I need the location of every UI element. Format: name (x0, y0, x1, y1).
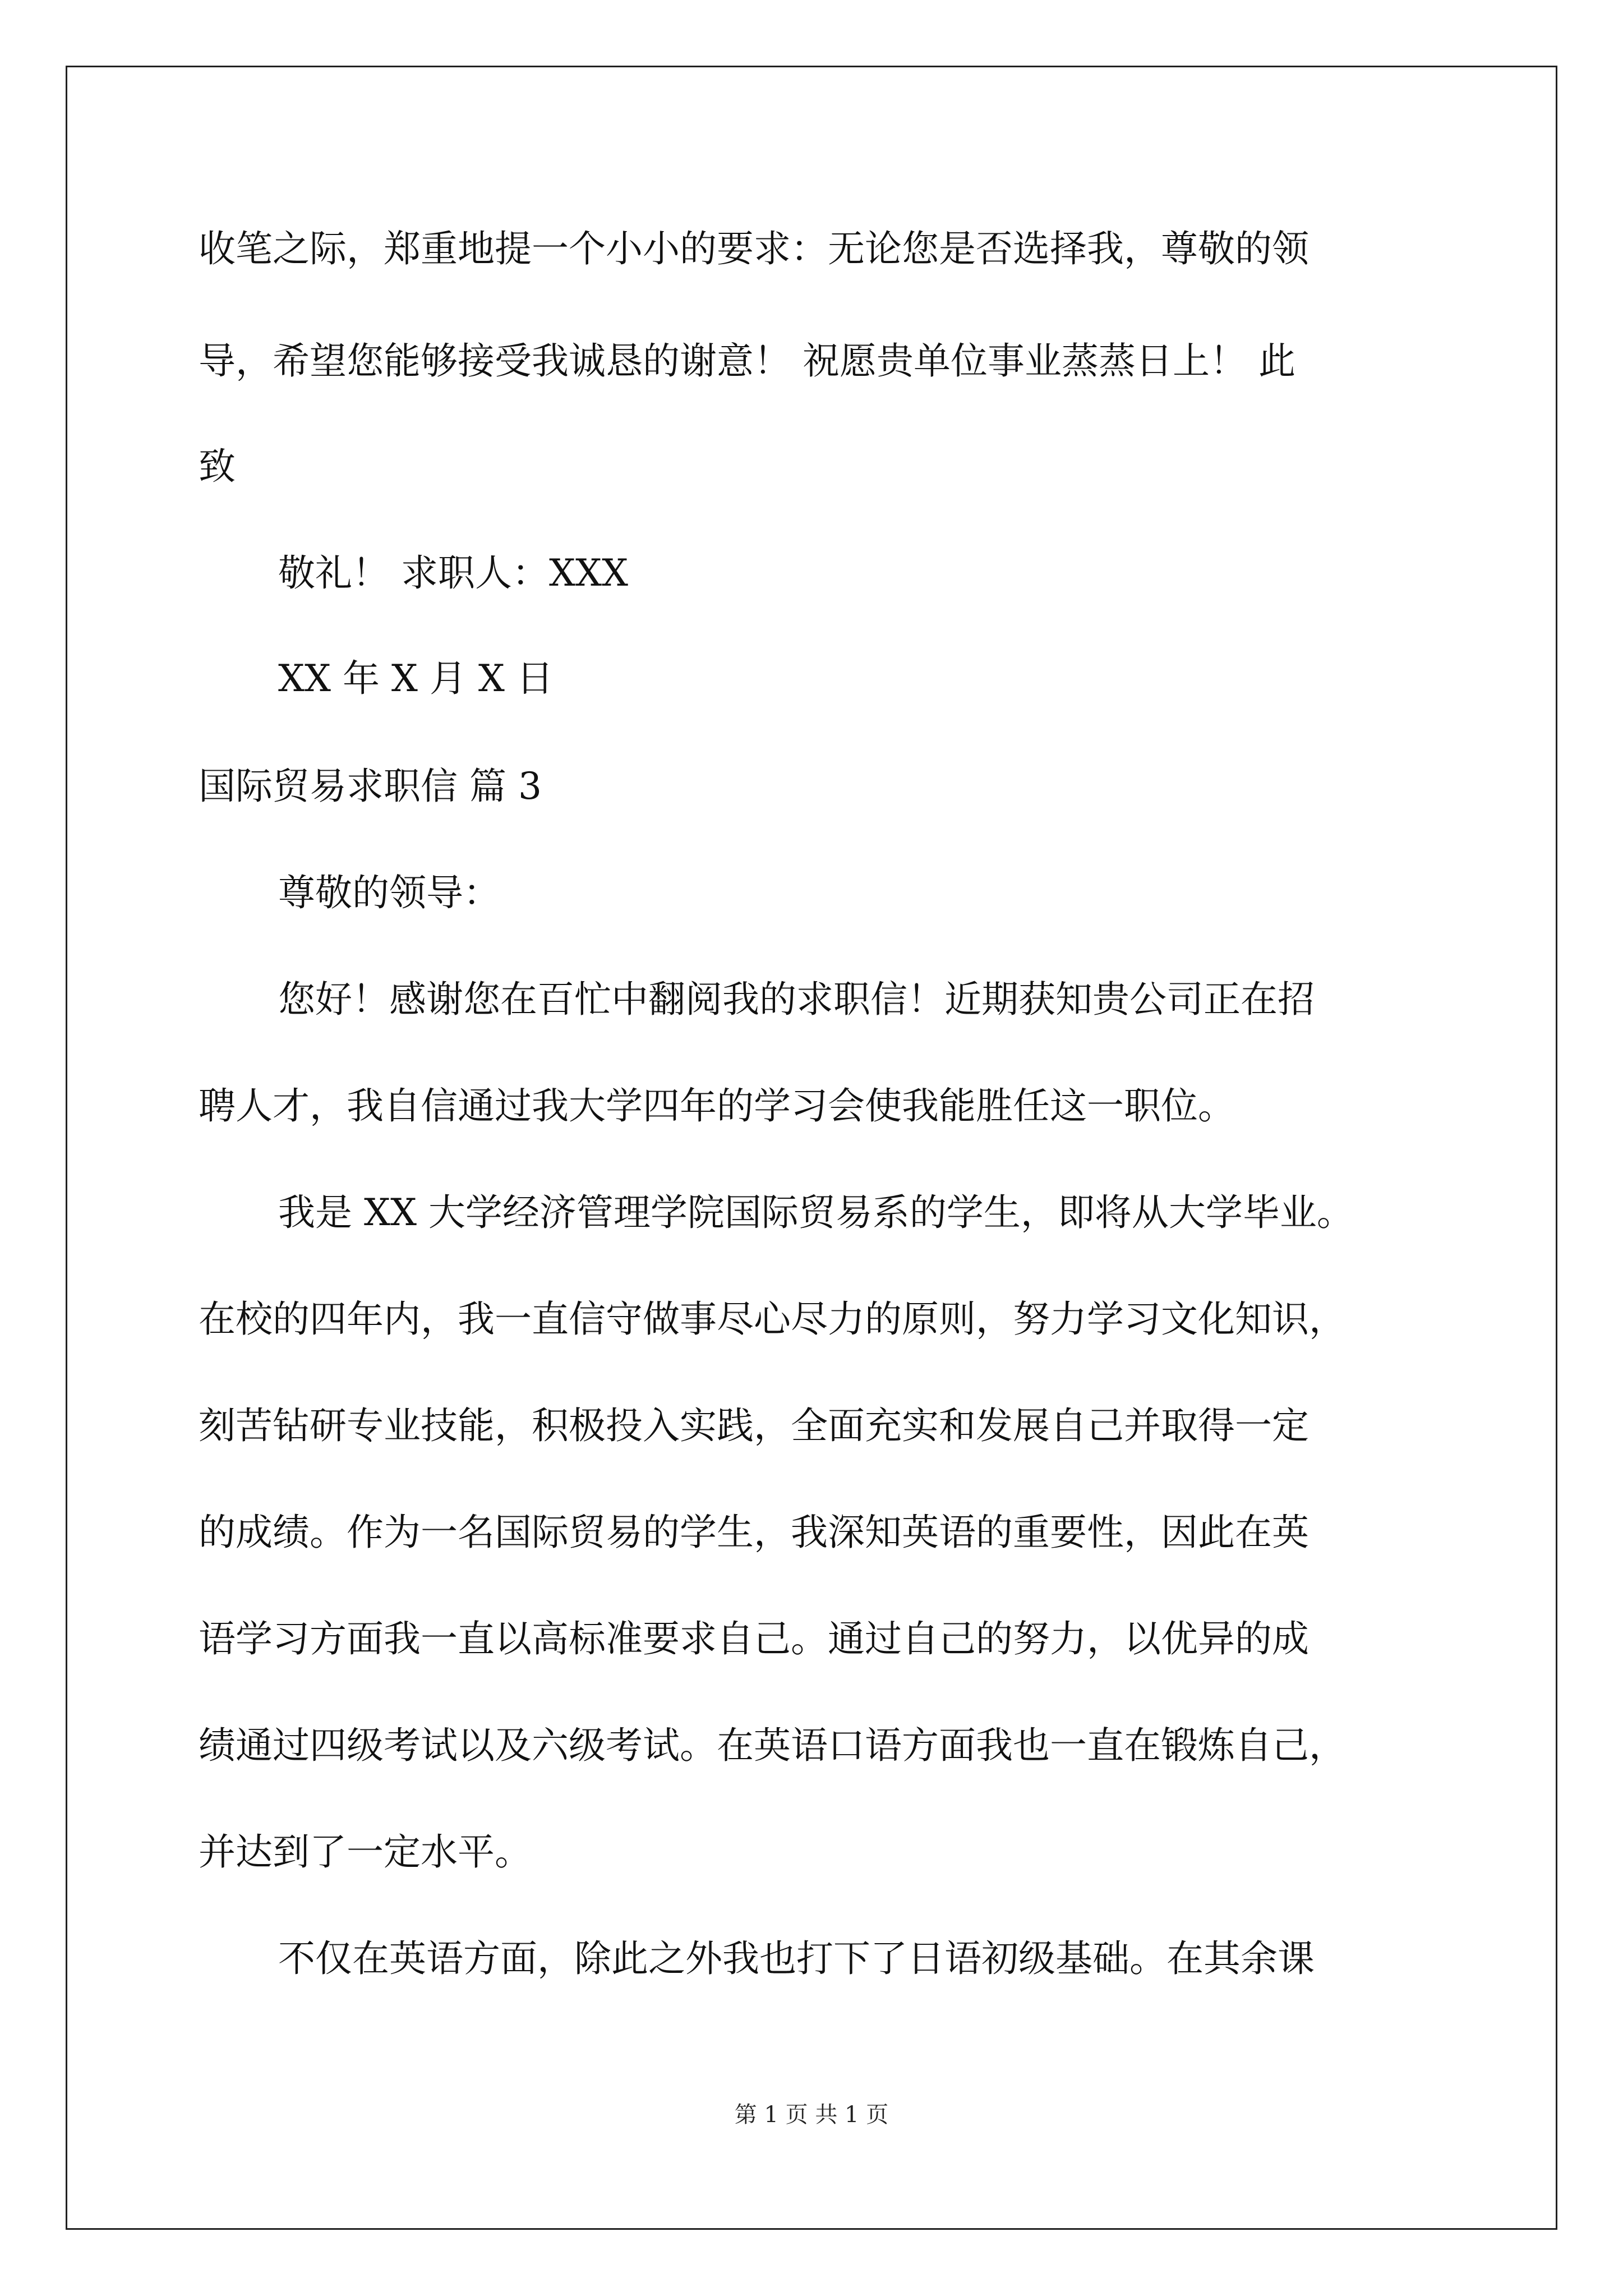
text-line: 致 (199, 445, 236, 488)
text-line: 的成绩。作为一名国际贸易的学生，我深知英语的重要性，因此在英 (199, 1511, 1309, 1554)
text-line: 并达到了一定水平。 (199, 1830, 532, 1874)
text-line: 在校的四年内，我一直信守做事尽心尽力的原则，努力学习文化知识， (199, 1297, 1346, 1341)
text-line: 导，希望您能够接受我诚恳的谢意！ 祝愿贵单位事业蒸蒸日上！ 此 (199, 339, 1295, 383)
section-heading: 国际贸易求职信 篇 3 (199, 765, 542, 808)
text-line: 刻苦钻研专业技能，积极投入实践，全面充实和发展自己并取得一定 (199, 1404, 1309, 1447)
greeting: 尊敬的领导： (278, 871, 500, 914)
text-line: 收笔之际，郑重地提一个小小的要求：无论您是否选择我，尊敬的领 (199, 227, 1309, 270)
closing-salutation: 敬礼！ 求职人：XXX (278, 551, 628, 595)
text-line: 聘人才，我自信通过我大学四年的学习会使我能胜任这一职位。 (199, 1084, 1235, 1128)
text-line: 我是 XX 大学经济管理学院国际贸易系的学生，即将从大学毕业。 (278, 1191, 1354, 1234)
date-line: XX 年 X 月 X 日 (278, 657, 554, 700)
text-line: 语学习方面我一直以高标准要求自己。通过自己的努力，以优异的成 (199, 1617, 1309, 1660)
text-line: 绩通过四级考试以及六级考试。在英语口语方面我也一直在锻炼自己， (199, 1724, 1346, 1767)
text-line: 不仅在英语方面，除此之外我也打下了日语初级基础。在其余课 (278, 1937, 1315, 1980)
page-border (66, 66, 1557, 2230)
page-footer: 第 1 页 共 1 页 (734, 2102, 889, 2128)
text-line: 您好！感谢您在百忙中翻阅我的求职信！近期获知贵公司正在招 (278, 978, 1315, 1021)
